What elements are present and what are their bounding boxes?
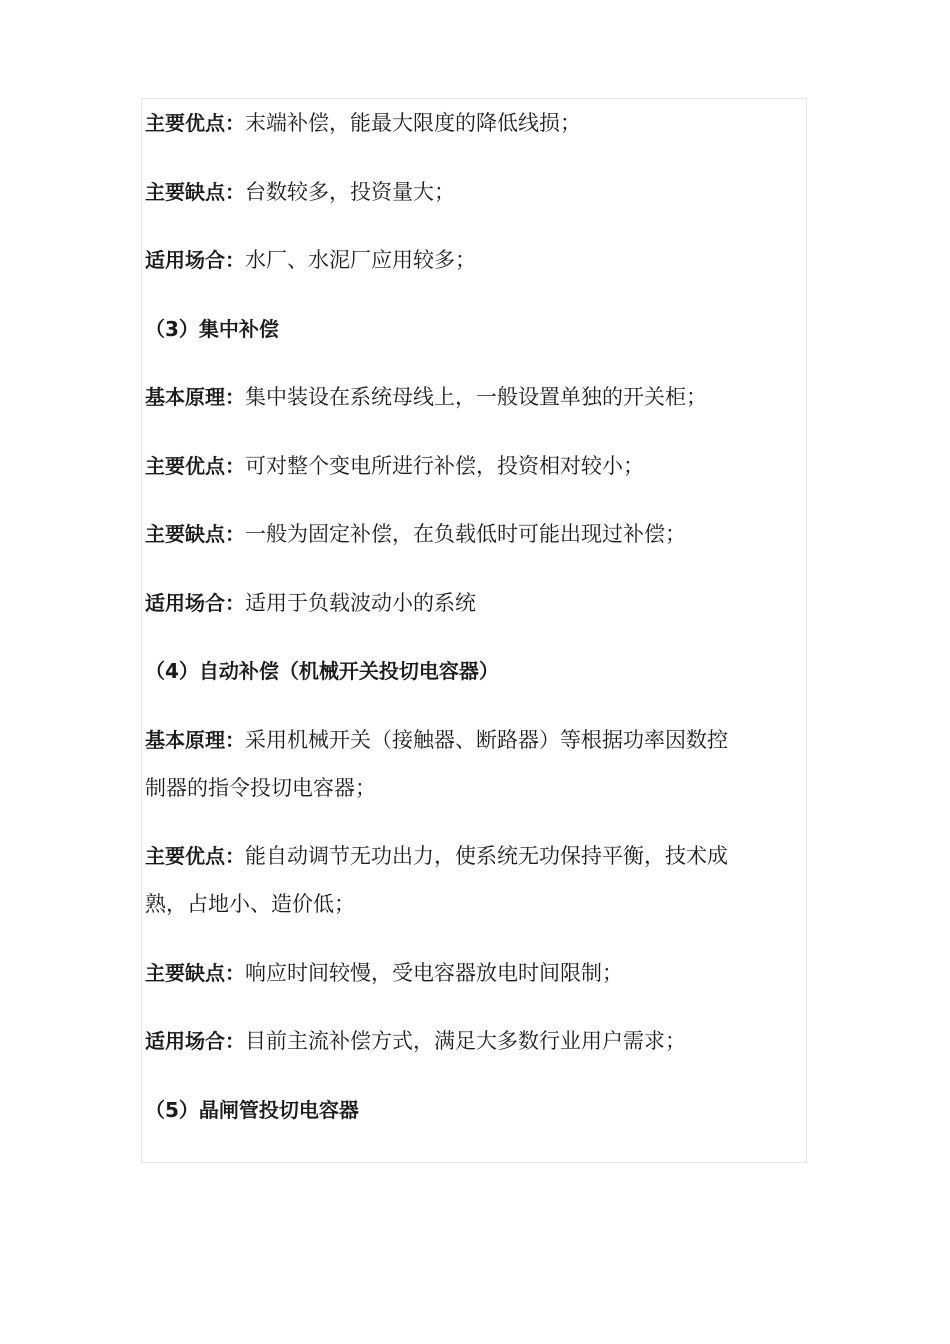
- field-line: [145, 373, 795, 421]
- field-line: [145, 99, 795, 147]
- field-label: 主要缺点：: [145, 522, 245, 546]
- field-line: [145, 579, 795, 627]
- field-text: 末端补偿，能最大限度的降低线损；: [245, 111, 581, 135]
- field-label: 主要优点：: [145, 111, 245, 135]
- field-line: [145, 510, 795, 558]
- field-text-continuation: 熟，占地小、造价低；: [145, 892, 355, 916]
- field-label: 适用场合：: [145, 590, 245, 615]
- field-text-continuation: 制器的指令投切电容器；: [145, 775, 376, 800]
- field-line: [145, 949, 795, 997]
- section-heading: （4）自动补偿（机械开关投切电容器）: [145, 659, 499, 683]
- field-label: 主要缺点：: [145, 960, 245, 985]
- document-content: [145, 99, 795, 1134]
- field-line: [145, 832, 795, 880]
- field-label: 主要优点：: [145, 453, 245, 478]
- field-line: [145, 1017, 795, 1065]
- field-text: 响应时间较慢，受电容器放电时间限制；: [245, 960, 623, 985]
- field-label: 基本原理：: [145, 727, 245, 752]
- field-label: 主要优点：: [145, 844, 245, 868]
- field-text: 目前主流补偿方式，满足大多数行业用户需求；: [245, 1029, 686, 1053]
- field-text: 能自动调节无功出力，使系统无功保持平衡，技术成: [245, 844, 728, 868]
- field-text: 适用于负载波动小的系统: [245, 590, 476, 615]
- field-label: 基本原理：: [145, 385, 245, 409]
- field-line: [145, 168, 795, 216]
- field-text: 可对整个变电所进行补偿，投资相对较小；: [245, 453, 644, 478]
- field-line: [145, 236, 795, 284]
- field-label: 主要缺点：: [145, 179, 245, 204]
- field-label: 适用场合：: [145, 248, 245, 272]
- section-heading: （5）晶闸管投切电容器: [145, 1097, 359, 1122]
- field-label: 适用场合：: [145, 1029, 245, 1053]
- field-text: 采用机械开关（接触器、断路器）等根据功率因数控: [245, 727, 728, 752]
- field-text: 集中装设在系统母线上，一般设置单独的开关柜；: [245, 385, 707, 409]
- field-line: [145, 442, 795, 490]
- field-line: [145, 716, 795, 764]
- section-heading: （3）集中补偿: [145, 316, 279, 341]
- field-text: 台数较多，投资量大；: [245, 179, 455, 204]
- field-text: 一般为固定补偿，在负载低时可能出现过补偿；: [245, 522, 686, 546]
- field-text: 水厂、水泥厂应用较多；: [245, 248, 476, 272]
